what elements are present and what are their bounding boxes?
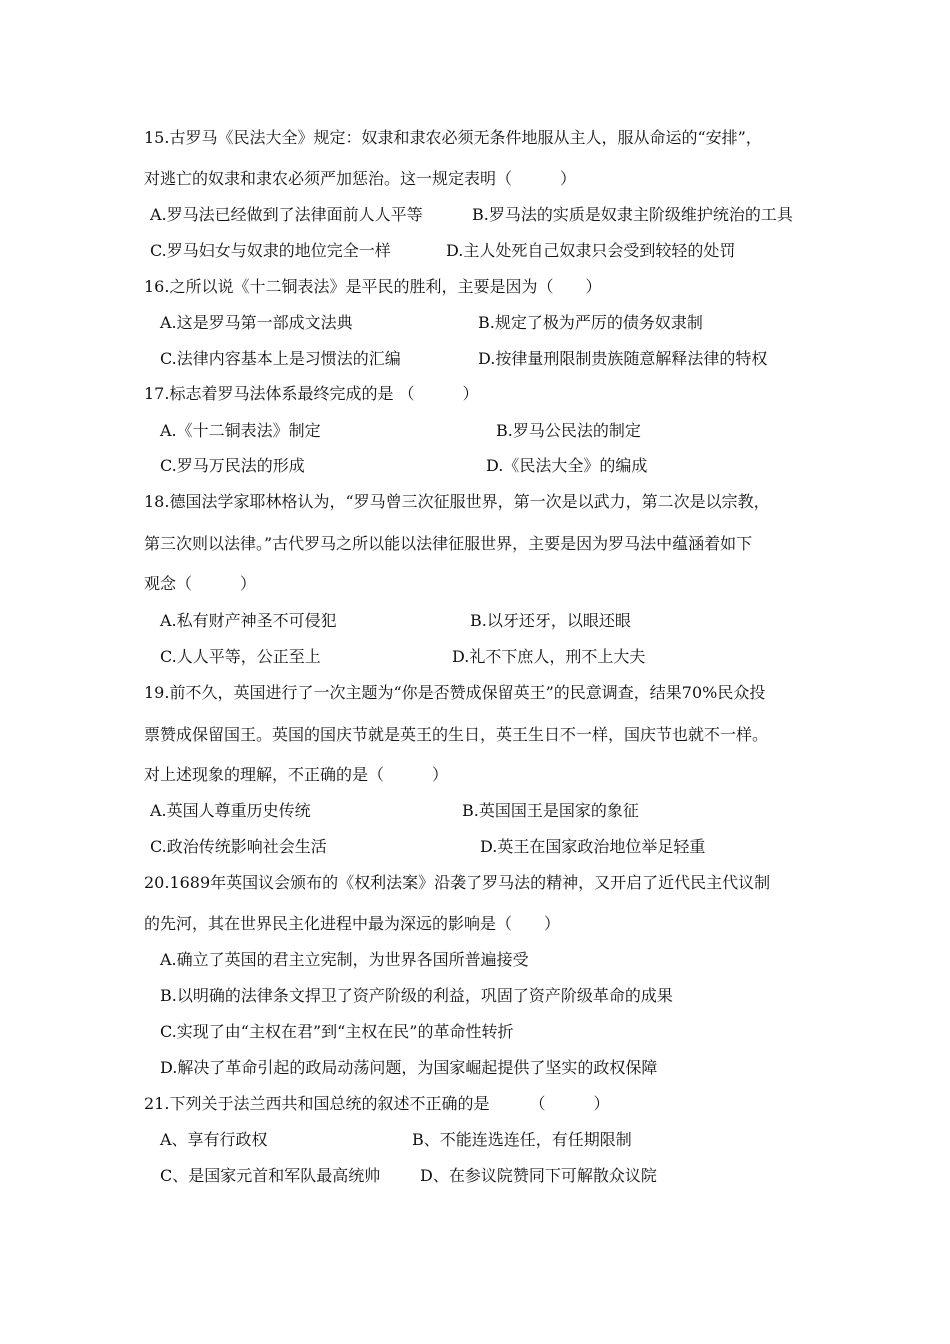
question-19-option-b: B.英国国王是国家的象征 [462, 801, 639, 820]
question-20-stem-line-2: 的先河，其在世界民主化进程中最为深远的影响是（ ） [144, 914, 561, 933]
question-18-option-b: B.以牙还牙，以眼还眼 [470, 611, 631, 630]
question-15-option-b: B.罗马法的实质是奴隶主阶级维护统治的工具 [472, 205, 793, 224]
question-21-option-c: C、是国家元首和军队最高统帅 [160, 1166, 381, 1185]
question-18-option-d: D.礼不下庶人，刑不上大夫 [452, 647, 646, 666]
question-19-option-c: C.政治传统影响社会生活 [150, 837, 327, 856]
question-15-option-d: D.主人处死自己奴隶只会受到较轻的处罚 [446, 241, 736, 260]
question-19-option-d: D.英王在国家政治地位举足轻重 [480, 837, 706, 856]
question-20-option-b: B.以明确的法律条文捍卫了资产阶级的利益，巩固了资产阶级革命的成果 [160, 986, 673, 1005]
question-17-stem-line-1: 17.标志着罗马法体系最终完成的是 （ ） [144, 384, 479, 403]
question-20-option-a: A.确立了英国的君主立宪制，为世界各国所普遍接受 [160, 950, 529, 969]
question-20-option-c: C.实现了由“主权在君”到“主权在民”的革命性转折 [160, 1022, 514, 1041]
question-20-option-d: D.解决了革命引起的政局动荡问题，为国家崛起提供了坚实的政权保障 [160, 1058, 658, 1077]
question-16-option-a: A.这是罗马第一部成文法典 [160, 313, 353, 332]
question-18-stem-line-2: 第三次则以法律。”古代罗马之所以能以法律征服世界，主要是因为罗马法中蕴涵着如下 [144, 534, 753, 553]
question-17-option-d: D.《民法大全》的编成 [486, 456, 648, 475]
question-15-option-c: C.罗马妇女与奴隶的地位完全一样 [150, 241, 391, 260]
question-21-option-d: D、在参议院赞同下可解散众议院 [420, 1166, 657, 1185]
question-17-option-c: C.罗马万民法的形成 [160, 456, 305, 475]
question-16-option-b: B.规定了极为严厉的债务奴隶制 [478, 313, 703, 332]
question-21-stem-line-1: 21.下列关于法兰西共和国总统的叙述不正确的是 （ ） [144, 1094, 610, 1113]
question-16-option-d: D.按律量刑限制贵族随意解释法律的特权 [478, 349, 768, 368]
question-18-option-c: C.人人平等，公正至上 [160, 647, 321, 666]
question-21-option-a: A、享有行政权 [160, 1130, 268, 1149]
question-16-option-c: C.法律内容基本上是习惯法的汇编 [160, 349, 401, 368]
question-18-option-a: A.私有财产神圣不可侵犯 [160, 611, 337, 630]
question-19-option-a: A.英国人尊重历史传统 [150, 801, 311, 820]
question-18-stem-line-1: 18.德国法学家耶林格认为，“罗马曾三次征服世界，第一次是以武力，第二次是以宗教， [144, 492, 770, 511]
question-15-option-a: A.罗马法已经做到了法律面前人人平等 [150, 205, 423, 224]
question-15-stem-line-2: 对逃亡的奴隶和隶农必须严加惩治。这一规定表明（ ） [144, 169, 577, 188]
question-19-stem-line-2: 票赞成保留国王。英国的国庆节就是英王的生日，英王生日不一样，国庆节也就不一样。 [144, 725, 769, 744]
question-20-stem-line-1: 20.1689年英国议会颁布的《权利法案》沿袭了罗马法的精神，又开启了近代民主代议制 [144, 873, 771, 892]
question-19-stem-line-1: 19.前不久，英国进行了一次主题为“你是否赞成保留英王”的民意调查，结果70%民众投 [144, 683, 766, 702]
question-16-stem-line-1: 16.之所以说《十二铜表法》是平民的胜利，主要是因为（ ） [144, 277, 602, 296]
question-17-option-b: B.罗马公民法的制定 [496, 421, 641, 440]
question-19-stem-line-3: 对上述现象的理解，不正确的是（ ） [144, 765, 449, 784]
question-17-option-a: A.《十二铜表法》制定 [160, 421, 321, 440]
question-15-stem-line-1: 15.古罗马《民法大全》规定：奴隶和隶农必须无条件地服从主人，服从命运的“安排”， [144, 128, 762, 147]
question-18-stem-line-3: 观念（ ） [144, 574, 257, 593]
question-21-option-b: B、不能连选连任，有任期限制 [412, 1130, 632, 1149]
